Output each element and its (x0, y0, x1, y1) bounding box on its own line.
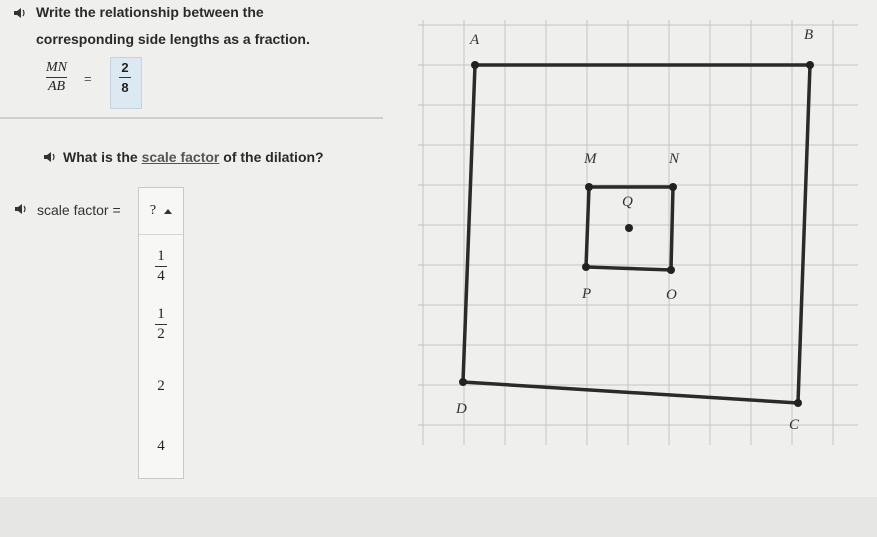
point-d (459, 378, 467, 386)
option-denominator: 4 (157, 268, 165, 284)
option-numerator: 1 (157, 248, 165, 264)
label-d: D (456, 401, 467, 417)
fraction-bar (155, 266, 167, 267)
ratio-fraction (46, 60, 67, 95)
dropdown-option-one-fourth[interactable] (139, 248, 183, 285)
label-c: C (789, 417, 800, 433)
label-o: O (666, 287, 677, 303)
scale-factor-link[interactable]: scale factor (141, 149, 220, 165)
grid-lines (418, 20, 858, 445)
label-a: A (470, 32, 480, 48)
ratio-denominator: AB (47, 79, 66, 94)
fraction-bar (155, 324, 167, 325)
square-abcd (463, 65, 810, 403)
bottom-strip (0, 497, 877, 537)
label-n: N (669, 151, 680, 167)
dropdown-header[interactable] (139, 188, 183, 235)
fraction-bar (46, 77, 67, 78)
point-n (669, 183, 677, 191)
point-p (582, 263, 590, 271)
prompt2-before: What is the (63, 149, 142, 165)
label-q: Q (622, 194, 633, 210)
answer-numerator: 2 (121, 60, 129, 75)
ratio-numerator: MN (46, 60, 67, 75)
point-c (794, 399, 802, 407)
scale-factor-dropdown[interactable] (138, 187, 184, 479)
speaker-icon[interactable] (13, 7, 27, 19)
answer-denominator: 8 (121, 80, 129, 95)
label-p: P (582, 286, 592, 302)
fraction-bar (119, 77, 131, 78)
prompt1-line2: corresponding side lengths as a fraction. (36, 31, 310, 47)
prompt1-line1: Write the relationship between the (36, 4, 264, 20)
scale-factor-label: scale factor = (37, 202, 121, 218)
answer-fraction[interactable] (110, 60, 140, 95)
point-o (667, 266, 675, 274)
option-value: 2 (157, 378, 165, 394)
point-q (625, 224, 633, 232)
label-b: B (804, 27, 814, 43)
dropdown-option-one-half[interactable] (139, 306, 183, 343)
dropdown-option-four[interactable] (139, 438, 183, 455)
option-value: 4 (157, 438, 165, 454)
point-m (585, 183, 593, 191)
label-m: M (584, 151, 597, 167)
section-divider (0, 117, 383, 119)
caret-up-icon[interactable] (164, 209, 172, 214)
prompt2-after: of the dilation? (219, 149, 324, 165)
prompt2 (63, 149, 324, 165)
speaker-icon[interactable] (43, 151, 57, 163)
option-denominator: 2 (157, 326, 165, 342)
equals-sign: = (84, 71, 92, 86)
dropdown-current-value: ? (149, 203, 157, 218)
option-numerator: 1 (157, 306, 165, 322)
dilation-grid-figure (418, 20, 858, 445)
speaker-icon[interactable] (14, 203, 28, 215)
point-a (471, 61, 479, 69)
dropdown-option-two[interactable] (139, 378, 183, 395)
point-b (806, 61, 814, 69)
